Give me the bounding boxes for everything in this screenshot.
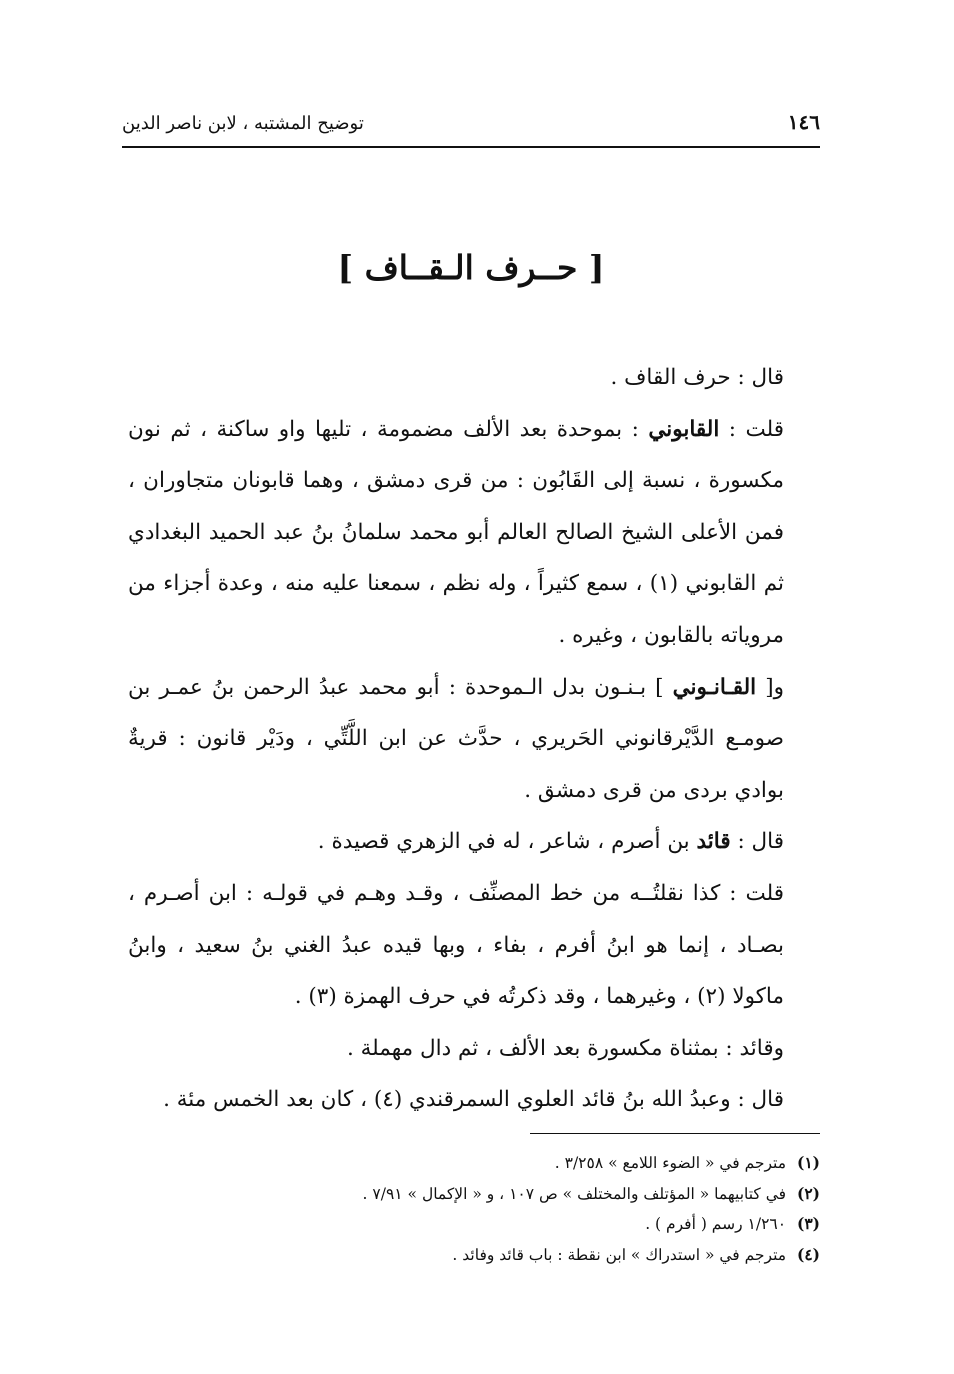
page-number: ١٤٦ — [787, 110, 820, 134]
paragraph-prefix: قال : — [737, 829, 784, 855]
entry-lemma: قائد — [696, 829, 731, 855]
footnote-1 — [128, 1148, 820, 1179]
entry-lemma: القـانـوني — [672, 674, 757, 700]
footnote-marker: (٤) — [796, 1244, 820, 1264]
paragraph-text: : بموحدة بعد الألف مضمومة ، تليها واو ساكنة ، ثم نون مكسورة ، نسبة إلى القَابُون : من قرى دمشق ، وهما قابونان متجاوران ، فمن الأعلى الشيخ الصالح العالم أبو محمد سلمانُ بنُ عبد الحميد البغدادي ثم القابوني (١) ، سمع كثيراً ، وله نظم ، سمعنا عليه منه ، وعدة أجزاء من مروياته بالقابون ، وغيره . — [128, 416, 785, 648]
paragraph-6 — [128, 1023, 820, 1075]
paragraph-text: ] بـنـون بدل الـموحدة : أبو محمد عبدُ الرحمن بنُ عمـر بن صومـع الدَّيْرقانوني الحَريري ، حدَّث عن ابن اللَّتِّي ، ودَيْر قانون : قريةٌ بوادي بردى من قرى دمشق . — [128, 674, 784, 803]
footnote-3 — [128, 1209, 820, 1240]
section-heading: [ حــرف الـقــاف ] — [337, 248, 605, 287]
footnote-text: ١/٢٦٠ رسم ( أفرم ) . — [645, 1215, 787, 1233]
paragraph-text: : بمثناة مكسورة بعد الألف ، ثم دال مهملة . — [346, 1035, 733, 1061]
footnote-text: مترجم في « استدراك » ابن نقطة : باب قائد وفائد . — [452, 1245, 787, 1264]
footnote-text: في كتابيهما « المؤتلف والمختلف » ص ١٠٧ ، و « الإكمال » ٧/٩١ . — [362, 1184, 787, 1203]
entry-lemma: القابوني — [648, 416, 720, 442]
paragraph-prefix: و[ — [765, 674, 784, 700]
footnote-marker: (٢) — [796, 1183, 820, 1203]
footnote-marker: (١) — [796, 1153, 820, 1172]
paragraph-text: بن أصرم ، شاعر ، له في الزهري قصيدة . — [317, 829, 690, 855]
header-title: توضيح المشتبه ، لابن ناصر الدين — [122, 113, 364, 134]
body-text — [128, 352, 820, 1126]
footnotes — [128, 1148, 820, 1270]
paragraph-prefix: قلت : — [728, 416, 785, 442]
paragraph-3 — [128, 662, 820, 817]
footnote-4 — [128, 1240, 820, 1271]
footnote-2 — [128, 1179, 820, 1210]
paragraph-2 — [128, 404, 820, 662]
footnote-marker: (٣) — [796, 1214, 820, 1233]
paragraph-5: قلت : كذا نقلتُــه من خط المصنِّف ، وقـد وهـم في قولـه : ابن أصـرم ، بصـاد ، إنما هو ابنُ أفرم ، بفاء ، وبها قيده عبدُ الغني بنُ سعيد ، وابنُ ماكولا (٢) ، وغيرهما ، وقد ذكرتُه في حرف الهمزة (٣) . — [128, 880, 784, 1010]
paragraph-7: قال : وعبدُ الله بنُ قائد العلوي السمرقندي (٤) ، كان بعد الخمس مئة . — [163, 1087, 784, 1113]
footnote-text: مترجم في « الضوء اللامع » ٣/٢٥٨ . — [554, 1154, 787, 1172]
footnote-rule — [530, 1133, 820, 1134]
paragraph-1: قال : حرف القاف . — [610, 365, 784, 390]
paragraph-4 — [128, 816, 820, 868]
entry-lemma: وقائد — [739, 1035, 784, 1061]
running-head — [122, 100, 820, 134]
header-rule — [122, 146, 820, 148]
